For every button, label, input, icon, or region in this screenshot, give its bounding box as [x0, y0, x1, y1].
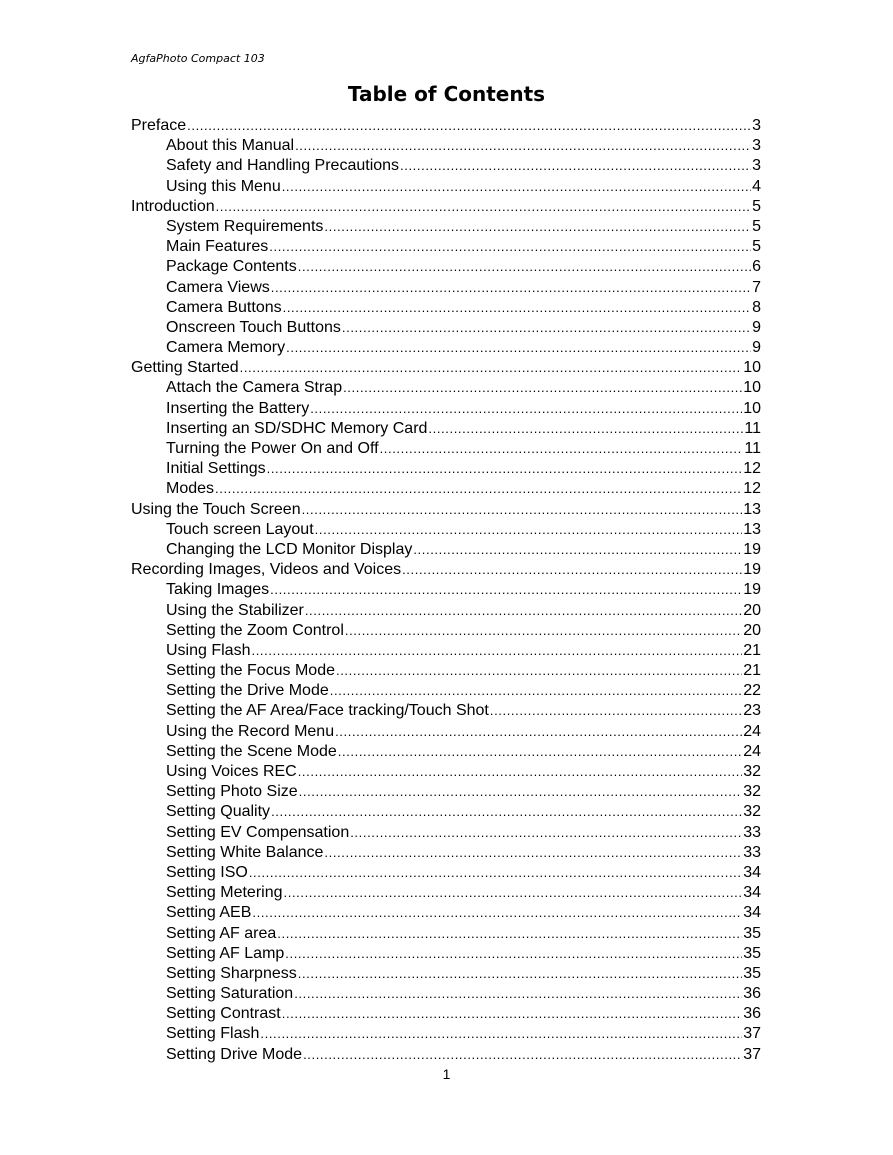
- toc-entry-page-number: 10: [743, 399, 761, 417]
- toc-entry-page-number: 35: [743, 924, 761, 942]
- toc-entry-label: Setting Photo Size: [166, 783, 298, 801]
- toc-subsection-entry[interactable]: [131, 681, 761, 701]
- dot-leader: [298, 964, 742, 984]
- toc-subsection-entry[interactable]: [131, 520, 761, 540]
- toc-subsection-entry[interactable]: [131, 479, 761, 499]
- dot-leader: [338, 742, 742, 762]
- toc-entry-page-number: 9: [752, 318, 761, 336]
- toc-entry-label: Camera Views: [166, 278, 270, 296]
- dot-leader: [350, 823, 742, 843]
- toc-subsection-entry[interactable]: [131, 903, 761, 923]
- toc-subsection-entry[interactable]: [131, 843, 761, 863]
- toc-entry-page-number: 13: [743, 500, 761, 518]
- toc-entry-label: Initial Settings: [166, 460, 266, 478]
- toc-entry-label: Introduction: [131, 197, 215, 215]
- toc-entry-page-number: 5: [752, 197, 761, 215]
- toc-entry-label: Setting the Drive Mode: [166, 682, 329, 700]
- toc-entry-label: Preface: [131, 117, 187, 134]
- toc-entry-label: Attach the Camera Strap: [166, 379, 343, 397]
- toc-entry-page-number: 20: [743, 601, 761, 619]
- dot-leader: [294, 984, 742, 1004]
- dot-leader: [330, 681, 742, 701]
- dot-leader: [315, 520, 743, 540]
- toc-entry-page-number: 36: [743, 985, 761, 1003]
- dot-leader: [400, 156, 751, 176]
- dot-leader: [285, 944, 742, 964]
- toc-entry-page-number: 24: [743, 722, 761, 740]
- toc-entry-page-number: 10: [743, 359, 761, 377]
- toc-entry-label: Onscreen Touch Buttons: [166, 318, 341, 336]
- toc-entry-page-number: 35: [743, 964, 761, 982]
- toc-subsection-entry[interactable]: [131, 661, 761, 681]
- toc-entry-label: Touch screen Layout: [166, 520, 314, 538]
- dot-leader: [490, 701, 742, 721]
- toc-entry-page-number: 34: [743, 884, 761, 902]
- dot-leader: [299, 782, 743, 802]
- dot-leader: [295, 136, 751, 156]
- toc-entry-page-number: 11: [744, 419, 761, 437]
- toc-subsection-entry[interactable]: [131, 601, 761, 621]
- dot-leader: [302, 500, 743, 520]
- dot-leader: [283, 298, 751, 318]
- toc-entry-label: Setting Metering: [166, 884, 283, 902]
- toc-subsection-entry[interactable]: [131, 237, 761, 257]
- toc-entry-label: Inserting the Battery: [166, 399, 310, 417]
- toc-subsection-entry[interactable]: [131, 641, 761, 661]
- toc-entry-label: Taking Images: [166, 581, 270, 599]
- dot-leader: [252, 903, 742, 923]
- toc-entry-label: Setting White Balance: [166, 843, 324, 861]
- toc-entry-page-number: 32: [743, 763, 761, 780]
- dot-leader: [271, 278, 751, 298]
- dot-leader: [298, 257, 751, 277]
- toc-entry-label: Using Flash: [166, 641, 251, 659]
- toc-entry-page-number: 4: [752, 177, 761, 195]
- toc-subsection-entry[interactable]: [131, 217, 761, 237]
- toc-subsection-entry[interactable]: [131, 378, 761, 398]
- page-number: 1: [442, 1066, 451, 1082]
- toc-entry-page-number: 23: [743, 702, 761, 720]
- dot-leader: [324, 217, 751, 237]
- toc-subsection-entry[interactable]: [131, 439, 761, 459]
- toc-entry-page-number: 34: [743, 904, 761, 922]
- toc-entry-page-number: 22: [743, 682, 761, 700]
- toc-entry-label: Camera Buttons: [166, 298, 282, 316]
- toc-entry-page-number: 6: [752, 258, 761, 276]
- toc-entry-label: Using the Record Menu: [166, 722, 335, 740]
- dot-leader: [271, 802, 742, 822]
- dot-leader: [305, 601, 742, 621]
- toc-entry-label: About this Manual: [166, 137, 295, 155]
- toc-entry-page-number: 34: [743, 863, 761, 881]
- dot-leader: [345, 621, 742, 641]
- toc-section-entry[interactable]: [131, 116, 761, 136]
- toc-entry-page-number: 19: [743, 581, 761, 599]
- toc-section-entry[interactable]: [131, 560, 761, 580]
- toc-section-entry[interactable]: [131, 197, 761, 217]
- toc-entry-label: Setting AF Lamp: [166, 944, 285, 962]
- dot-leader: [303, 1045, 742, 1065]
- dot-leader: [402, 560, 742, 580]
- toc-list: [131, 116, 761, 1065]
- toc-entry-label: System Requirements: [166, 217, 324, 235]
- toc-entry-page-number: 3: [752, 117, 761, 134]
- dot-leader: [282, 1004, 742, 1024]
- dot-leader: [187, 116, 751, 136]
- toc-entry-page-number: 3: [752, 137, 761, 155]
- toc-subsection-entry[interactable]: [131, 399, 761, 419]
- toc-entry-page-number: 10: [743, 379, 761, 397]
- toc-entry-page-number: 35: [743, 944, 761, 962]
- page-title: Table of Contents: [347, 82, 546, 106]
- toc-subsection-entry[interactable]: [131, 944, 761, 964]
- toc-entry-label: Using the Touch Screen: [131, 500, 301, 518]
- toc-subsection-entry[interactable]: [131, 540, 761, 560]
- toc-subsection-entry[interactable]: [131, 621, 761, 641]
- dot-leader: [240, 358, 743, 378]
- toc-entry-page-number: 5: [752, 217, 761, 235]
- toc-subsection-entry[interactable]: [131, 722, 761, 742]
- toc-subsection-entry[interactable]: [131, 924, 761, 944]
- toc-entry-page-number: 32: [743, 783, 761, 801]
- toc-entry-label: Setting Sharpness: [166, 964, 297, 982]
- toc-subsection-entry[interactable]: [131, 136, 761, 156]
- toc-entry-page-number: 12: [743, 480, 761, 498]
- toc-entry-page-number: 33: [743, 843, 761, 861]
- toc-entry-label: Using the Stabilizer: [166, 601, 304, 619]
- toc-subsection-entry[interactable]: [131, 1004, 761, 1024]
- toc-subsection-entry[interactable]: [131, 984, 761, 1004]
- toc-entry-page-number: 13: [743, 520, 761, 538]
- toc-subsection-entry[interactable]: [131, 318, 761, 338]
- dot-leader: [282, 177, 751, 197]
- dot-leader: [286, 338, 751, 358]
- dot-leader: [267, 459, 743, 479]
- toc-subsection-entry[interactable]: [131, 742, 761, 762]
- toc-entry-page-number: 9: [752, 339, 761, 357]
- toc-entry-label: Setting Contrast: [166, 1005, 281, 1023]
- toc-entry-label: Setting the Focus Mode: [166, 662, 335, 680]
- dot-leader: [284, 883, 743, 903]
- toc-entry-label: Setting Drive Mode: [166, 1045, 303, 1063]
- toc-subsection-entry[interactable]: [131, 278, 761, 298]
- toc-subsection-entry[interactable]: [131, 863, 761, 883]
- toc-entry-page-number: 11: [744, 440, 761, 457]
- toc-section-entry[interactable]: [131, 358, 761, 378]
- toc-entry-label: Main Features: [166, 238, 269, 256]
- dot-leader: [269, 237, 751, 257]
- toc-entry-page-number: 19: [743, 561, 761, 579]
- toc-subsection-entry[interactable]: [131, 762, 761, 782]
- dot-leader: [428, 419, 743, 439]
- toc-subsection-entry[interactable]: [131, 177, 761, 197]
- running-header: AgfaPhoto Compact 103: [131, 52, 265, 65]
- toc-entry-label: Modes: [166, 480, 215, 498]
- dot-leader: [324, 843, 742, 863]
- toc-subsection-entry[interactable]: [131, 1045, 761, 1065]
- toc-entry-label: Setting the AF Area/Face tracking/Touch Shot: [166, 702, 489, 720]
- toc-entry-page-number: 3: [752, 157, 761, 175]
- dot-leader: [277, 924, 742, 944]
- dot-leader: [310, 399, 742, 419]
- toc-subsection-entry[interactable]: [131, 580, 761, 600]
- toc-entry-page-number: 8: [752, 298, 761, 316]
- toc-entry-page-number: 5: [752, 238, 761, 256]
- toc-entry-page-number: 37: [743, 1025, 761, 1043]
- toc-subsection-entry[interactable]: [131, 782, 761, 802]
- toc-entry-page-number: 21: [743, 662, 761, 680]
- toc-entry-page-number: 37: [743, 1045, 761, 1063]
- toc-section-entry[interactable]: [131, 500, 761, 520]
- toc-entry-page-number: 21: [743, 641, 761, 659]
- toc-entry-label: Setting the Scene Mode: [166, 742, 337, 760]
- toc-entry-page-number: 33: [743, 823, 761, 841]
- toc-entry-label: Setting EV Compensation: [166, 823, 350, 841]
- toc-entry-label: Using Voices REC: [166, 763, 297, 780]
- toc-subsection-entry[interactable]: [131, 823, 761, 843]
- dot-leader: [380, 439, 744, 459]
- dot-leader: [342, 318, 751, 338]
- toc-entry-label: Package Contents: [166, 258, 297, 276]
- toc-entry-label: Camera Memory: [166, 339, 286, 357]
- toc-entry-label: Getting Started: [131, 359, 239, 377]
- toc-subsection-entry[interactable]: [131, 964, 761, 984]
- toc-entry-page-number: 24: [743, 742, 761, 760]
- toc-entry-label: Setting the Zoom Control: [166, 621, 344, 639]
- toc-subsection-entry[interactable]: [131, 802, 761, 822]
- toc-entry-page-number: 36: [743, 1005, 761, 1023]
- toc-entry-page-number: 19: [743, 540, 761, 558]
- toc-entry-label: Setting AEB: [166, 904, 252, 922]
- toc-subsection-entry[interactable]: [131, 1024, 761, 1044]
- toc-subsection-entry[interactable]: [131, 298, 761, 318]
- toc-entry-label: Using this Menu: [166, 177, 281, 195]
- dot-leader: [298, 762, 742, 782]
- toc-entry-label: Setting Flash: [166, 1025, 260, 1043]
- toc-entry-label: Safety and Handling Precautions: [166, 157, 400, 175]
- toc-entry-page-number: 20: [743, 621, 761, 639]
- dot-leader: [343, 378, 742, 398]
- dot-leader: [335, 722, 742, 742]
- toc-entry-label: Turning the Power On and Off: [166, 440, 379, 457]
- toc-subsection-entry[interactable]: [131, 338, 761, 358]
- dot-leader: [251, 641, 742, 661]
- toc-entry-label: Setting Saturation: [166, 985, 294, 1003]
- toc-entry-label: Setting ISO: [166, 863, 248, 881]
- toc-subsection-entry[interactable]: [131, 459, 761, 479]
- toc-entry-page-number: 12: [743, 460, 761, 478]
- toc-entry-label: Changing the LCD Monitor Display: [166, 540, 413, 558]
- dot-leader: [215, 479, 742, 499]
- toc-entry-label: Setting Quality: [166, 803, 271, 821]
- dot-leader: [216, 197, 751, 217]
- toc-entry-page-number: 32: [743, 803, 761, 821]
- toc-subsection-entry[interactable]: [131, 701, 761, 721]
- toc-entry-label: Setting AF area: [166, 924, 277, 942]
- dot-leader: [249, 863, 742, 883]
- toc-subsection-entry[interactable]: [131, 883, 761, 903]
- dot-leader: [413, 540, 742, 560]
- toc-subsection-entry[interactable]: [131, 419, 761, 439]
- toc-subsection-entry[interactable]: [131, 257, 761, 277]
- dot-leader: [336, 661, 742, 681]
- dot-leader: [270, 580, 742, 600]
- toc-entry-label: Recording Images, Videos and Voices: [131, 561, 402, 579]
- toc-subsection-entry[interactable]: [131, 156, 761, 176]
- toc-entry-page-number: 7: [752, 278, 761, 296]
- toc-entry-label: Inserting an SD/SDHC Memory Card: [166, 419, 428, 437]
- dot-leader: [260, 1024, 742, 1044]
